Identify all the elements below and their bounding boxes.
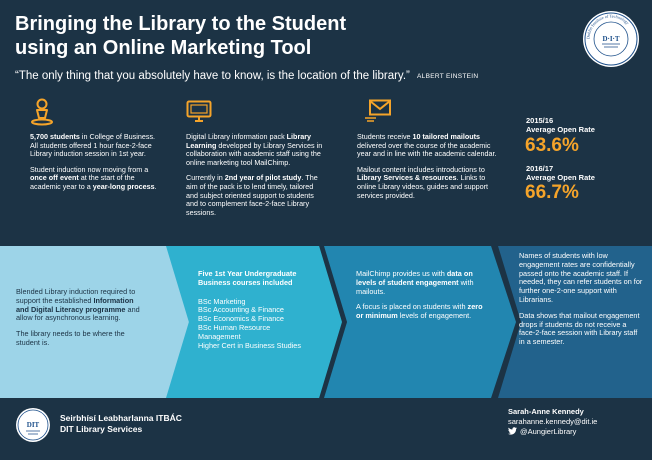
band3-paragraph-1: MailChimp provides us with data on levels of student engagement with mailouts. [356,269,474,296]
col1-paragraph-2: Student induction now moving from a once off event at the start of the academic year to a year-long process. [30,164,157,191]
contact-name: Sarah-Anne Kennedy [508,407,584,416]
band1-paragraph-1: Blended Library induction required to support the established Information and Digital Literacy programme and allow for asynchronous learning. [16,287,140,323]
band1-paragraph-2: The library needs to be where the student is. [16,329,125,347]
courses-heading: Five 1st Year Undergraduate Business courses included [198,269,297,287]
quote-author: ALBERT EINSTEIN [417,73,479,80]
stat-1-value: 63.6% [525,135,579,156]
course-item: BSc Human Resource Management [198,322,271,341]
column-mailouts [357,133,505,207]
title-line-2: using an Online Marketing Tool [15,37,312,59]
band4-paragraph-1: Names of students with low engagement rates are confidentially passed onto the academic staff. If needed, they can refer students on for further one-2-one support with Librarians. [519,251,643,304]
band4-text [519,252,643,354]
einstein-quote [15,70,615,82]
logo-text: D·I·T [602,35,620,43]
footer-logo-text: DIT [26,421,40,429]
envelope-icon [364,99,392,123]
computer-monitor-icon [186,100,212,122]
stat-2-value: 66.7% [525,182,579,203]
contact-twitter[interactable]: @AungierLibrary [508,427,597,437]
col1-paragraph-1: 5,700 students in College of Business. All students offered 1 hour face-2-face Library induction session in 1st year. [30,132,156,159]
band1-text [16,288,140,355]
footer-brand-english: DIT Library Services [60,424,143,434]
course-item: BSc Economics & Finance [198,314,284,324]
course-item: BSc Accounting & Finance [198,305,284,315]
col2-paragraph-1: Digital Library information pack Library Learning developed by Library Services in collaboration with academic staff using the online marketing tool MailChimp. [186,132,323,167]
title-line-1: Bringing the Library to the Student [15,13,347,35]
course-item: Higher Cert in Business Studies [198,340,302,350]
column-library-learning [186,133,326,224]
band2-text [198,270,312,350]
person-location-icon [30,98,54,126]
stat-1-label: 2015/16 Average Open Rate [526,116,595,134]
footer-brand [60,413,182,435]
contact-block [508,407,597,437]
course-item: BSc Marketing [198,296,246,306]
column-students [30,133,164,199]
footer-brand-irish: Seirbhísí Leabharlanna ITBÁC [60,413,182,423]
dit-seal-logo [582,10,640,68]
twitter-bird-icon [508,427,517,435]
band3-text [356,270,486,328]
band4-paragraph-2: Data shows that mailout engagement drops if students do not receive a face-2-face session with Library staff in a semester. [519,310,640,347]
stat-2-label: 2016/17 Average Open Rate [526,164,595,182]
contact-email[interactable]: sarahanne.kennedy@dit.ie [508,417,598,426]
col3-paragraph-2: Mailout content includes introductions to Library Services & resources. Links to online Library videos, guides and support services provided. [357,164,489,200]
page-title [15,12,475,60]
courses-list [198,298,312,351]
logo-ring-text: Dublin Institute of Technology [585,13,631,40]
band3-paragraph-2: A focus is placed on students with zero or minimum levels of engagement. [356,302,483,321]
col2-paragraph-2: Currently in 2nd year of pilot study. The aim of the pack is to lend timely, tailored and subject oriented support to students and to complement face-2-face Library sessions. [186,173,318,217]
quote-text: “The only thing that you absolutely have to know, is the location of the library.” [15,70,410,82]
dit-footer-logo [15,407,51,443]
col3-paragraph-1: Students receive 10 tailored mailouts delivered over the course of the academic year and in line with the academic calendar. [357,132,497,159]
